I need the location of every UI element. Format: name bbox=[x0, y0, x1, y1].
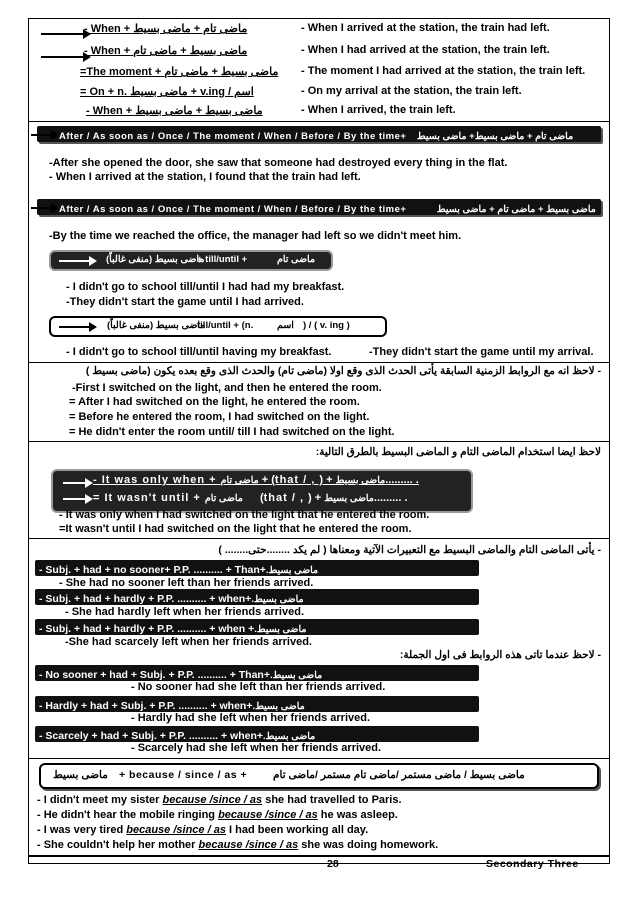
because-rule-box: ماضى بسيط + because / since / as + ماضى بسيط / ماضى مستمر /ماضى تام مستمر /ماضى تام bbox=[39, 763, 599, 789]
because-example-4: - She couldn't help her mother because /since / as she was doing homework. bbox=[37, 839, 439, 851]
because-example-3: - I was very tired because /since / as I had been working all day. bbox=[37, 824, 369, 836]
divider bbox=[29, 758, 609, 759]
note1-example-3: = Before he entered the room, I had switched on the light. bbox=[69, 411, 370, 423]
rule-band-1: After / As soon as / Once / The moment / When / Before / By the time+ ماضى تام + ماضى بسيط+ ماضى بسيط bbox=[37, 126, 601, 142]
arrow-icon bbox=[31, 134, 57, 136]
rule-left-1: - When + ماضى تام + ماضى بسيط bbox=[84, 23, 248, 35]
rule-right-5: - When I arrived, the train left. bbox=[301, 104, 456, 116]
sooner-example-1: - She had no sooner left than her friends arrived. bbox=[59, 577, 314, 589]
divider bbox=[29, 362, 609, 363]
rule-right-3: - The moment I had arrived at the station, the train left. bbox=[301, 65, 586, 77]
rule-right-2: - When I had arrived at the station, the train left. bbox=[301, 44, 550, 56]
only-line-1: - It was only when + ماضى تام + (that / , ) + ماضى بسيط......... . bbox=[93, 474, 419, 486]
arrow-icon bbox=[59, 326, 95, 328]
only-line-2: = It wasn't until + ماضى تام (that / , ) + ماضى بسيط......... . bbox=[93, 492, 408, 504]
till-example-2: -They didn't start the game until I had arrived. bbox=[66, 296, 304, 308]
note-arabic-4: - لاحظ عندما تاتى هذه الروابط فى اول الجملة: bbox=[399, 649, 601, 661]
rule-left-5: - When + ماضى بسيط + ماضى بسيط bbox=[86, 105, 263, 117]
till-rule-box-2: ماضى بسيط (منفى غالباً) till/until + (n. اسم ) / ( v. ing ) bbox=[49, 316, 387, 337]
inversion-rule-3: - Scarcely + had + Subj. + P.P. .......... + when+ماضى بسيط. bbox=[35, 726, 479, 742]
rule-right-4: - On my arrival at the station, the train left. bbox=[301, 85, 522, 97]
inversion-rule-2: - Hardly + had + Subj. + P.P. .......... + when+ماضى بسيط. bbox=[35, 696, 479, 712]
note1-example-1: -First I switched on the light, and then he entered the room. bbox=[72, 382, 382, 394]
divider bbox=[29, 538, 609, 539]
arrow-icon bbox=[59, 260, 95, 262]
rule-left-4: = On + n. اسم / v.ing + ماضى بسيط bbox=[80, 86, 254, 98]
band1-example-2: - When I arrived at the station, I found that the train had left. bbox=[49, 171, 361, 183]
arrow-icon bbox=[41, 33, 89, 35]
sooner-rule-1: - Subj. + had + no sooner+ P.P. .......... + Than+ماضى بسيط. bbox=[35, 560, 479, 576]
note1-example-2: = After I had switched on the light, he entered the room. bbox=[69, 396, 360, 408]
band2-example: -By the time we reached the office, the manager had left so we didn't meet him. bbox=[49, 230, 462, 242]
rule-left-2: - When + ماضى بسيط + ماضى تام bbox=[84, 45, 248, 57]
till-example-1: - I didn't go to school till/until I had had my breakfast. bbox=[66, 281, 345, 293]
divider bbox=[29, 121, 609, 122]
sooner-example-2: - She had hardly left when her friends arrived. bbox=[65, 606, 305, 618]
arrow-icon bbox=[63, 498, 91, 500]
inversion-example-2: - Hardly had she left when her friends arrived. bbox=[131, 712, 371, 724]
page-number: 28 bbox=[327, 858, 339, 870]
footer-label: Secondary Three bbox=[486, 858, 579, 870]
only-when-rule-box bbox=[51, 469, 473, 513]
till-example-3: - I didn't go to school till/until having my breakfast. bbox=[66, 346, 332, 358]
footer-rule bbox=[29, 855, 609, 857]
divider bbox=[29, 441, 609, 442]
because-example-2: - He didn't hear the mobile ringing because /since / as he was asleep. bbox=[37, 809, 398, 821]
note-arabic-3: - يأتى الماضى التام والماضى البسيط مع التعبيرات الآتية ومعناها ( لم يكد ........حتى........ ) bbox=[218, 544, 601, 556]
arrow-icon bbox=[63, 482, 91, 484]
note-arabic-2: لاحظ ايضا استخدام الماضى التام و الماضى البسيط بالطرق التالية: bbox=[315, 446, 601, 458]
page-frame bbox=[28, 18, 610, 870]
because-example-1: - I didn't meet my sister because /since / as she had travelled to Paris. bbox=[37, 794, 402, 806]
arrow-icon bbox=[41, 56, 89, 58]
band1-example-1: -After she opened the door, she saw that someone had destroyed every thing in the flat. bbox=[49, 157, 508, 169]
sooner-rule-2: - Subj. + had + hardly + P.P. .......... + when+ماضى بسيط. bbox=[35, 589, 479, 605]
inversion-example-3: - Scarcely had she left when her friends arrived. bbox=[131, 742, 382, 754]
rule-right-1: - When I arrived at the station, the train had left. bbox=[301, 22, 550, 34]
inversion-example-1: - No sooner had she left than her friends arrived. bbox=[131, 681, 386, 693]
till-example-4: -They didn't start the game until my arrival. bbox=[369, 346, 594, 358]
sooner-example-3: -She had scarcely left when her friends arrived. bbox=[65, 636, 312, 648]
rule-left-3: =The moment + ماضى بسيط + ماضى تام bbox=[80, 66, 279, 78]
sooner-rule-3: - Subj. + had + hardly + P.P. .......... + when +ماضى بسيط. bbox=[35, 619, 479, 635]
note-arabic-1: - لاحظ انه مع الروابط الزمنية السابقة يأتى الحدث الذى وقع اولا (ماضى تام) والحدث الذى وقع بعده يكون (ماضى بسيط ) bbox=[85, 365, 601, 377]
only-example-2: =It wasn't until I had switched on the light that he entered the room. bbox=[59, 523, 412, 535]
rule-band-2: After / As soon as / Once / The moment / When / Before / By the time+ ماضى بسيط + ماضى تام + ماضى بسيط bbox=[37, 199, 601, 215]
only-example-1: - It was only when I had switched on the light that he entered the room. bbox=[59, 509, 430, 521]
inversion-rule-1: - No sooner + had + Subj. + P.P. .......... + Than+ماضى بسيط. bbox=[35, 665, 479, 681]
till-rule-box-1: ماضى بسيط (منفى غالباً) + till/until + ماضى تام bbox=[49, 250, 333, 271]
note1-example-4: = He didn't enter the room until/ till I had switched on the light. bbox=[69, 426, 395, 438]
arrow-icon bbox=[31, 207, 57, 209]
